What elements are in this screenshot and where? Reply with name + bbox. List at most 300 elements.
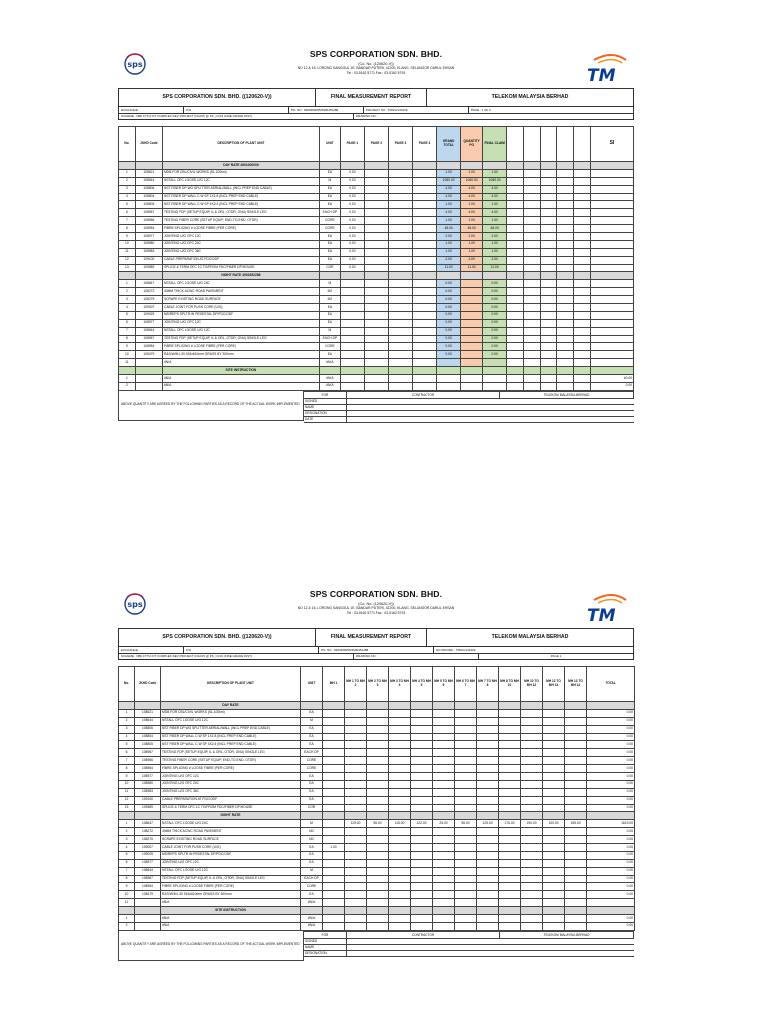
mh-value <box>477 899 499 907</box>
page-1-value <box>340 304 364 312</box>
mh-value: 25.00 <box>433 820 455 828</box>
section-spacer <box>364 272 388 280</box>
mh-value: 96.00 <box>367 820 389 828</box>
section-spacer <box>461 162 483 170</box>
row-code: 108954 <box>135 343 162 351</box>
page-4-value <box>413 311 437 319</box>
mh-value <box>565 836 587 844</box>
empty-cell <box>574 319 591 327</box>
mh-value <box>521 844 543 852</box>
mh-value <box>565 844 587 852</box>
mh-value <box>499 828 521 836</box>
mh-value <box>411 780 433 788</box>
total-value: 0.00 <box>587 875 635 883</box>
row-code: 108966 <box>135 217 162 225</box>
row-no: 11 <box>119 788 135 796</box>
row-code: 108621 <box>135 169 162 177</box>
row-unit: EACH DP <box>319 209 340 217</box>
row-code: 108805 <box>135 201 162 209</box>
mh-value <box>345 796 367 804</box>
empty-cell <box>574 177 591 185</box>
row-no: 4 <box>119 844 135 852</box>
mh-value <box>521 773 543 781</box>
page-2-value <box>364 248 388 256</box>
scheme-label: SCHEME : NBF FTTH KIT COMPLEX DEV PROJECT (NGCP) @ PK_CC01 (FINE GRADE DIST) <box>119 654 354 659</box>
final-claim-value: 4.00 <box>483 209 507 217</box>
final-claim-value: 0.00 <box>483 296 507 304</box>
section-spacer <box>590 367 633 375</box>
mh-value <box>521 875 543 883</box>
table-row <box>119 820 635 828</box>
mh-value <box>455 836 477 844</box>
section-spacer <box>433 702 455 710</box>
page-2-value <box>364 335 388 343</box>
page-4-value <box>413 177 437 185</box>
mh-value <box>433 922 455 930</box>
mh-value <box>367 788 389 796</box>
page-1-value <box>340 280 364 288</box>
row-description: CABLE JOINT FOR PUSH CORE (U/G) <box>161 844 301 852</box>
mh-value <box>477 891 499 899</box>
empty-cell <box>557 296 574 304</box>
mh-value <box>323 915 345 923</box>
row-no: 2 <box>119 922 135 930</box>
header-15: MH 13 TO MH 14 <box>565 667 587 702</box>
mh-value <box>543 828 565 836</box>
mh-value <box>345 733 367 741</box>
mh-value <box>433 749 455 757</box>
grand-total-value: 11.00 <box>437 264 461 272</box>
mh-value <box>389 828 411 836</box>
mh-value <box>367 741 389 749</box>
section-night-rate <box>119 812 635 820</box>
company-address: NO 12 & 16, LORONG SANGGUL 1E, BANDAR PUTERI, 41200, KLANG, SELANGOR DARUL EHSAN <box>297 66 455 70</box>
mh-value <box>455 859 477 867</box>
mh-value <box>323 828 345 836</box>
empty-cell <box>507 240 524 248</box>
mh-value <box>565 765 587 773</box>
table-row <box>119 209 634 217</box>
section-spacer <box>388 162 412 170</box>
empty-cell <box>574 185 591 193</box>
quantity-po-value <box>461 319 483 327</box>
page-1-value: 0.00 <box>340 209 364 217</box>
final-claim-value: 2.00 <box>483 256 507 264</box>
section-spacer <box>540 272 557 280</box>
mh-value <box>455 828 477 836</box>
row-unit: CORE <box>319 217 340 225</box>
row-unit: EA <box>301 844 323 852</box>
mh-value <box>345 749 367 757</box>
measurement-table-1 <box>118 126 634 391</box>
mh-value <box>433 741 455 749</box>
header-6: MH 2 TO MH 3 <box>367 667 389 702</box>
page-3-value <box>388 225 412 233</box>
mh-value <box>345 883 367 891</box>
mh-value <box>521 757 543 765</box>
row-description: MDB FOR CBL/CIVIL WORKS (51-100km) <box>161 709 301 717</box>
table-row <box>119 240 634 248</box>
mh-value <box>389 717 411 725</box>
row-no: 13 <box>119 804 135 812</box>
row-no: 5 <box>119 201 136 209</box>
section-spacer <box>135 272 162 280</box>
mh-value <box>499 765 521 773</box>
mh-value <box>411 717 433 725</box>
mh-value <box>323 765 345 773</box>
row-code: 108806 <box>135 725 161 733</box>
mh-value <box>323 757 345 765</box>
section-spacer <box>523 272 540 280</box>
company-name: SPS CORPORATION SDN. BHD. <box>309 589 443 599</box>
mh-value <box>543 773 565 781</box>
section-spacer <box>507 162 524 170</box>
mh-value <box>345 717 367 725</box>
section-spacer <box>477 812 499 820</box>
header-page-3: PAGE 3 <box>388 127 412 162</box>
grand-total-value: 2.00 <box>437 233 461 241</box>
row-unit: M <box>319 177 340 185</box>
mh-value <box>367 899 389 907</box>
mh-value <box>367 733 389 741</box>
row-code: 109025 <box>135 311 162 319</box>
si-value <box>590 193 633 201</box>
empty-cell <box>523 382 540 390</box>
quantity-po-value <box>461 351 483 359</box>
grand-total-value: 0.00 <box>437 288 461 296</box>
grand-total-value: 0.00 <box>437 311 461 319</box>
page-3-value <box>388 248 412 256</box>
row-description: TESTING FDP (SETUP EQUIP, IL & ORL, OTDR, ONU) SINGLE LEG <box>161 749 301 757</box>
row-no: 8 <box>119 765 135 773</box>
si-value: #0.00 <box>590 375 633 383</box>
mh-value <box>367 915 389 923</box>
mh-value <box>367 717 389 725</box>
header-11: MH 7 TO MH 8 <box>477 667 499 702</box>
mh-value <box>455 717 477 725</box>
table-row <box>119 296 634 304</box>
title-bar <box>118 628 634 647</box>
si-value <box>590 248 633 256</box>
for-label: FOR <box>304 392 347 398</box>
empty-cell <box>574 296 591 304</box>
total-value: 0.00 <box>587 851 635 859</box>
row-unit: EA <box>319 233 340 241</box>
section-spacer <box>367 702 389 710</box>
empty-cell <box>540 304 557 312</box>
final-claim-value: 0.00 <box>483 327 507 335</box>
mh-value <box>367 725 389 733</box>
mh-value <box>543 780 565 788</box>
section-spacer <box>483 162 507 170</box>
page-4-value <box>413 240 437 248</box>
table-row <box>119 773 635 781</box>
page-3-value <box>388 375 412 383</box>
row-description: TESTING FIBER CORE (SETUP EQUIP, END-TO-END, OTDR) <box>162 217 319 225</box>
mh-value <box>521 922 543 930</box>
mh-value <box>367 836 389 844</box>
row-unit: EA <box>319 319 340 327</box>
row-description: JOINTING U/G OFC 36C <box>162 248 319 256</box>
table-row <box>119 304 634 312</box>
page-3-value <box>388 280 412 288</box>
page-2-value <box>364 304 388 312</box>
scheme-label: SCHEME : NBF FTTH KIT COMPLEX DEV PROJECT (NGCP) @ PK_CC01 (FINE GRADE DIST) <box>119 114 354 119</box>
total-value: 0.00 <box>587 725 635 733</box>
row-unit: EA <box>301 780 323 788</box>
section-spacer <box>521 812 543 820</box>
mh-value <box>477 741 499 749</box>
quantity-po-value <box>461 382 483 390</box>
empty-cell <box>540 240 557 248</box>
mh-value <box>323 851 345 859</box>
empty-cell <box>540 233 557 241</box>
mh-value <box>565 717 587 725</box>
page-1-value <box>340 375 364 383</box>
row-no: 9 <box>119 773 135 781</box>
final-claim-value: 2.00 <box>483 233 507 241</box>
mh-value <box>367 875 389 883</box>
row-no: 8 <box>119 875 135 883</box>
section-spacer <box>301 907 323 915</box>
empty-cell <box>507 359 524 367</box>
svg-text:TM: TM <box>587 66 616 84</box>
row-unit: EA <box>319 248 340 256</box>
empty-cell <box>507 375 524 383</box>
empty-cell <box>507 304 524 312</box>
section-spacer <box>319 272 340 280</box>
row-unit: M <box>301 867 323 875</box>
quantity-po-value: 4.00 <box>461 209 483 217</box>
report-title: FINAL MEASUREMENT REPORT <box>316 629 427 646</box>
section-site-instruction <box>119 907 635 915</box>
row-description: #N/A <box>161 899 301 907</box>
page-1-value: 0.00 <box>340 264 364 272</box>
mh-value <box>345 780 367 788</box>
empty-cell <box>557 217 574 225</box>
header-13: MH 10 TO MH 12 <box>521 667 543 702</box>
empty-cell <box>540 209 557 217</box>
mh-value <box>521 741 543 749</box>
row-description: SCRAPE EXISTING ROAD SURFACE <box>161 836 301 844</box>
section-spacer <box>340 367 364 375</box>
mh-value: 100.00 <box>543 820 565 828</box>
designation-label: DESIGNATION <box>304 951 347 956</box>
mh-value <box>455 851 477 859</box>
empty-cell <box>574 280 591 288</box>
mh-value <box>499 780 521 788</box>
mh-value <box>345 867 367 875</box>
final-claim-value: 1.00 <box>483 201 507 209</box>
table-row <box>119 264 634 272</box>
mh-value <box>499 859 521 867</box>
table-row <box>119 382 634 390</box>
row-code: 108977 <box>135 319 162 327</box>
company-name: SPS CORPORATION SDN. BHD. <box>309 49 443 59</box>
table-row <box>119 343 634 351</box>
page-2-value <box>364 185 388 193</box>
total-value: 0.00 <box>587 741 635 749</box>
empty-cell <box>540 225 557 233</box>
grand-total-value: 0.00 <box>437 280 461 288</box>
mh-value <box>433 709 455 717</box>
row-unit: EACH DP <box>301 749 323 757</box>
final-claim-value: 4.00 <box>483 185 507 193</box>
header-page-2: PAGE 2 <box>364 127 388 162</box>
mh-value <box>411 867 433 875</box>
page-1-value: 0.00 <box>340 169 364 177</box>
empty-cell <box>557 248 574 256</box>
section-spacer <box>301 812 323 820</box>
page-4-value <box>413 201 437 209</box>
row-description: FIBRE SPLICING # LOOSE FIBRE (PER CORE) <box>162 225 319 233</box>
mh-value <box>323 922 345 930</box>
row-description: NSTALL OFC LOOSE U/G 12C <box>162 177 319 185</box>
section-spacer <box>587 702 635 710</box>
empty-cell <box>540 169 557 177</box>
page-3-value <box>388 335 412 343</box>
page-2-value <box>364 201 388 209</box>
mh-value <box>521 899 543 907</box>
page-1-value <box>340 382 364 390</box>
page-4-value <box>413 193 437 201</box>
empty-cell <box>507 248 524 256</box>
row-no: 2 <box>119 288 136 296</box>
mh-value <box>543 788 565 796</box>
row-code: 108980 <box>135 240 162 248</box>
mh-value <box>411 828 433 836</box>
mh-value <box>323 836 345 844</box>
page-2-value <box>364 233 388 241</box>
page-4-value <box>413 256 437 264</box>
row-no: 2 <box>119 717 135 725</box>
mh-value <box>389 883 411 891</box>
row-description: NSTALL OFC LOOSE U/G 12C <box>162 327 319 335</box>
empty-cell <box>507 311 524 319</box>
quantity-po-value: 1080.00 <box>461 177 483 185</box>
section-spacer <box>433 907 455 915</box>
page-1-value <box>340 288 364 296</box>
table-row <box>119 859 635 867</box>
section-spacer <box>543 702 565 710</box>
row-description: R&S/W/M L30 915x610mm GRASS BY 300mm <box>162 351 319 359</box>
quantity-po-value: 48.00 <box>461 225 483 233</box>
row-description: SCRAPE EXISTING ROAD SURFACE <box>162 296 319 304</box>
drawing-number: DRAWING NO : <box>354 654 479 659</box>
client-label: TELEKOM MALAYSIA BERHAD <box>543 392 590 397</box>
final-claim-value <box>483 375 507 383</box>
grand-total-value: 0.00 <box>437 304 461 312</box>
row-description: SPLICE & TERM OFC 1C TO/FROM FDC/FIBER DP/HOUSE <box>161 804 301 812</box>
mh-value <box>345 804 367 812</box>
row-code: 108272 <box>135 288 162 296</box>
page-3-value <box>388 359 412 367</box>
final-claim-value: 0.00 <box>483 335 507 343</box>
row-code: 109007 <box>135 304 162 312</box>
page-2-value <box>364 288 388 296</box>
mh-value <box>367 922 389 930</box>
tm-logo-icon <box>582 594 628 624</box>
quantity-po-value: 11.00 <box>461 264 483 272</box>
section-label: DAY RATE <box>161 702 301 710</box>
page-2-value <box>364 375 388 383</box>
mh-value <box>499 717 521 725</box>
quantity-po-value: 1.00 <box>461 169 483 177</box>
empty-cell <box>557 351 574 359</box>
table-row <box>119 804 635 812</box>
section-spacer <box>437 162 461 170</box>
mh-value <box>411 836 433 844</box>
row-code: 109007 <box>135 844 161 852</box>
row-description: NSTALL OFC LOOSE U/G 12C <box>161 867 301 875</box>
page-1-value <box>340 296 364 304</box>
section-spacer <box>301 702 323 710</box>
mh-value <box>323 899 345 907</box>
page-1-value: 0.00 <box>340 185 364 193</box>
page-4-value <box>413 296 437 304</box>
mh-value <box>367 859 389 867</box>
section-spacer <box>433 812 455 820</box>
mh-value: 155.00 <box>565 820 587 828</box>
final-claim-value: 0.00 <box>483 304 507 312</box>
row-no: 13 <box>119 264 136 272</box>
section-spacer <box>461 367 483 375</box>
empty-cell <box>557 177 574 185</box>
agreement-text: ABOVE QUANTITY ARE AGREED BY THE FOLLOWING PARTIES AS A RECORD OF THE ACTUAL WORK IMPLEMENTED <box>118 931 304 961</box>
mh-value <box>521 867 543 875</box>
quantity-po-value <box>461 311 483 319</box>
section-spacer <box>345 812 367 820</box>
section-spacer <box>119 907 135 915</box>
mh-value <box>565 780 587 788</box>
mh-value <box>433 899 455 907</box>
table-row <box>119 867 635 875</box>
header-si: SI <box>590 127 633 162</box>
row-no: 5 <box>119 741 135 749</box>
section-spacer <box>540 162 557 170</box>
mh-value <box>411 796 433 804</box>
measurement-table-2 <box>118 666 635 931</box>
page-4-value <box>413 351 437 359</box>
header-code: JKHD Code <box>135 127 162 162</box>
section-spacer <box>119 702 135 710</box>
mh-value <box>477 859 499 867</box>
empty-cell <box>507 169 524 177</box>
mh-value <box>433 788 455 796</box>
mh-value <box>323 749 345 757</box>
row-code: 108272 <box>135 828 161 836</box>
mh-value <box>543 875 565 883</box>
mh-value <box>455 780 477 788</box>
page-2-value <box>364 256 388 264</box>
page-4-value <box>413 233 437 241</box>
drawing-number: DRAWING NO : <box>356 114 378 118</box>
page-4-value <box>413 375 437 383</box>
empty-cell <box>507 343 524 351</box>
si-value <box>590 240 633 248</box>
quantity-po-value <box>461 304 483 312</box>
section-spacer <box>319 367 340 375</box>
row-description: SPLICE & TERM OFC 1C TO/FROM FDC/FIBER DP/HOUSE <box>162 264 319 272</box>
page-1-value: 0.00 <box>340 240 364 248</box>
mh-value <box>455 804 477 812</box>
mh-value <box>477 749 499 757</box>
empty-cell <box>523 327 540 335</box>
section-spacer <box>455 702 477 710</box>
row-unit: #N/A <box>301 922 323 930</box>
mh-value <box>411 891 433 899</box>
page-count: PAGE : 1 OF 2 <box>471 108 491 112</box>
